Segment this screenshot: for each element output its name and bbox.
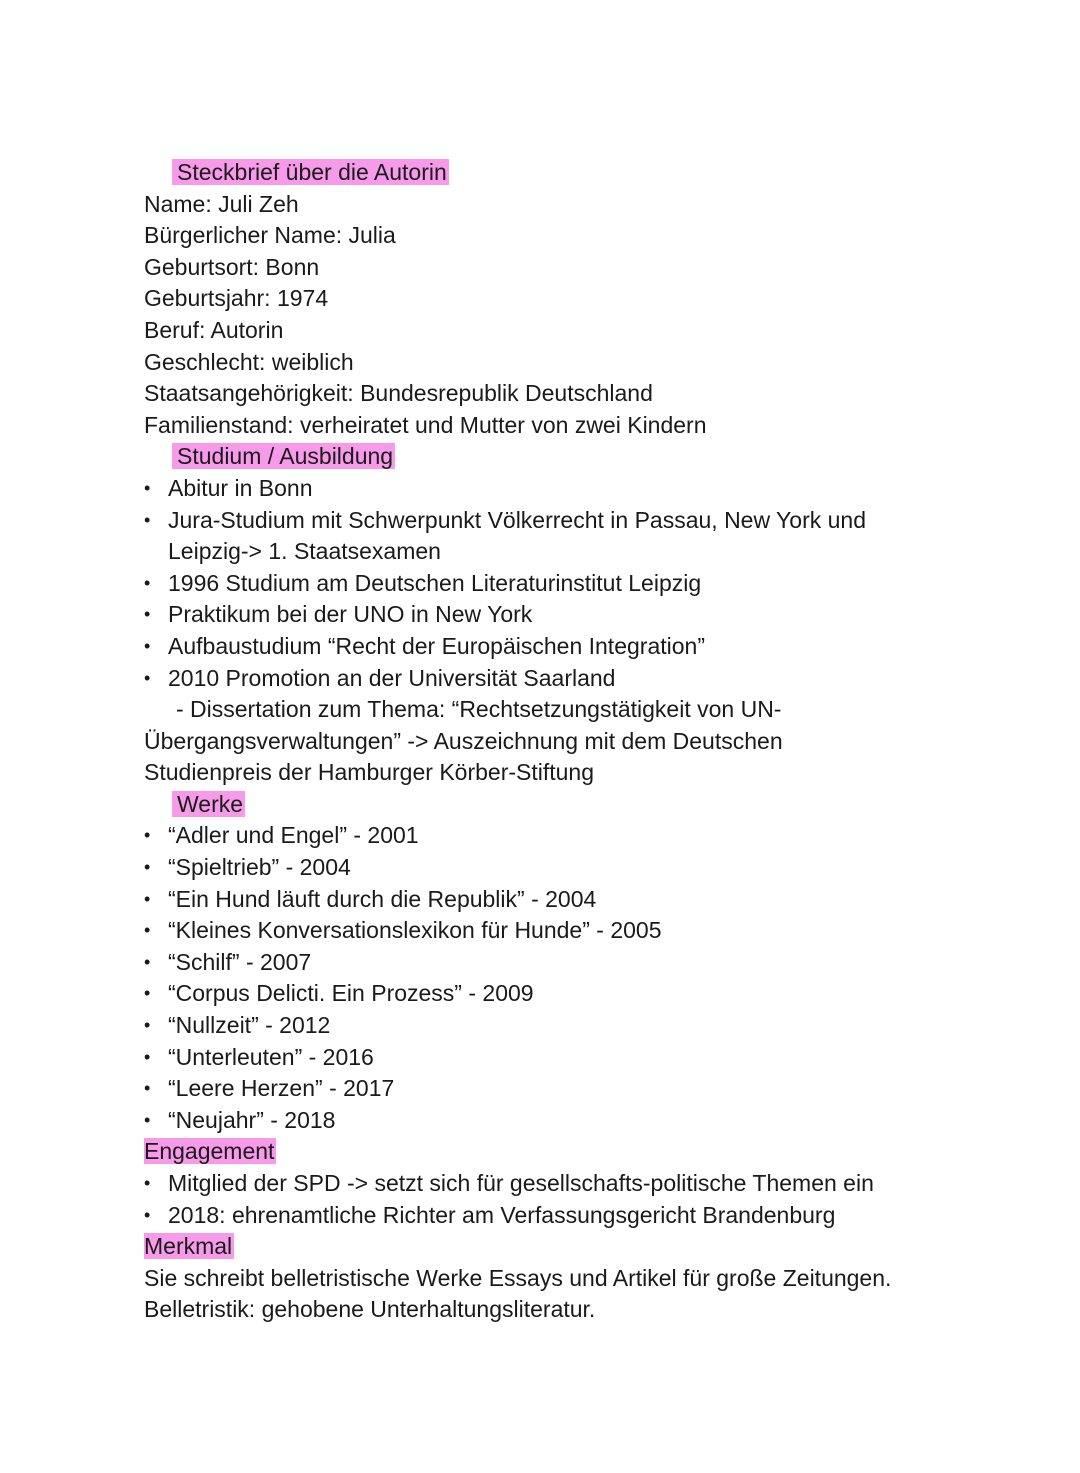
bullet-icon: • [144, 983, 151, 1004]
profile-birthyear: Geburtsjahr: 1974 [144, 285, 329, 312]
list-item: • “Kleines Konversationslexikon für Hunde” - 2005 [144, 915, 1024, 947]
list-item: • 1996 Studium am Deutschen Literaturinstitut Leipzig [144, 568, 1024, 600]
heading-highlight: Engagement [144, 1138, 275, 1165]
dissertation-line: - Dissertation zum Thema: “Rechtsetzungstätigkeit von UN- [176, 696, 782, 723]
feature-line: Belletristik: gehobene Unterhaltungsliteratur. [144, 1296, 596, 1323]
bullet-icon: • [144, 888, 151, 909]
list-item: • Jura-Studium mit Schwerpunkt Völkerrecht in Passau, New York und [144, 505, 1024, 537]
section-heading-works [144, 789, 1024, 821]
bullet-icon: • [144, 477, 151, 498]
bullet-icon: • [144, 1015, 151, 1036]
bullet-icon: • [144, 509, 151, 530]
profile-gender: Geschlecht: weiblich [144, 348, 354, 375]
list-item: • “Ein Hund läuft durch die Republik” - 2004 [144, 884, 1024, 916]
bullet-icon: • [144, 825, 151, 846]
section-heading-profile [144, 157, 1024, 189]
list-item: • “Spieltrieb” - 2004 [144, 852, 1024, 884]
list-item: • “Corpus Delicti. Ein Prozess” - 2009 [144, 978, 1024, 1010]
section-heading-education [144, 441, 1024, 473]
list-item-continuation: Leipzig-> 1. Staatsexamen [168, 538, 441, 565]
works-list [144, 820, 1024, 1136]
heading-highlight: Merkmal [144, 1233, 233, 1260]
profile-birthplace: Geburtsort: Bonn [144, 253, 320, 280]
profile-civil-name: Bürgerlicher Name: Julia [144, 222, 396, 249]
profile-profession: Beruf: Autorin [144, 316, 284, 343]
bullet-icon: • [144, 1046, 151, 1067]
bullet-icon: • [144, 604, 151, 625]
list-item: • “Unterleuten” - 2016 [144, 1042, 1024, 1074]
list-item: • “Schilf” - 2007 [144, 947, 1024, 979]
bullet-icon: • [144, 951, 151, 972]
list-item: • “Leere Herzen” - 2017 [144, 1073, 1024, 1105]
education-list [144, 473, 1024, 694]
profile-nationality: Staatsangehörigkeit: Bundesrepublik Deutschland [144, 380, 653, 407]
list-item: • Abitur in Bonn [144, 473, 1024, 505]
bullet-icon: • [144, 857, 151, 878]
list-item: • Praktikum bei der UNO in New York [144, 599, 1024, 631]
section-heading-feature [144, 1231, 1024, 1263]
section-heading-engagement [144, 1136, 1024, 1168]
bullet-icon: • [144, 572, 151, 593]
bullet-icon: • [144, 1109, 151, 1130]
bullet-icon: • [144, 1173, 151, 1193]
list-item: • Aufbaustudium “Recht der Europäischen Integration” [144, 631, 1024, 663]
bullet-icon: • [144, 667, 151, 688]
feature-line: Sie schreibt belletristische Werke Essays und Artikel für große Zeitungen. [144, 1264, 892, 1291]
list-item: • “Neujahr” - 2018 [144, 1105, 1024, 1137]
heading-highlight: Werke [172, 791, 245, 817]
list-item: • Mitglied der SPD -> setzt sich für gesellschafts-politische Themen ein [144, 1168, 1024, 1200]
heading-highlight: Steckbrief über die Autorin [172, 159, 449, 185]
list-item: • 2010 Promotion an der Universität Saarland [144, 663, 1024, 695]
dissertation-line: Studienpreis der Hamburger Körber-Stiftung [144, 759, 595, 786]
list-item: • “Nullzeit” - 2012 [144, 1010, 1024, 1042]
bullet-icon: • [144, 920, 151, 941]
dissertation-line: Übergangsverwaltungen” -> Auszeichnung mit dem Deutschen [144, 727, 783, 754]
bullet-icon: • [144, 635, 151, 656]
bullet-icon: • [144, 1078, 151, 1099]
list-item: • 2018: ehrenamtliche Richter am Verfassungsgericht Brandenburg [144, 1200, 1024, 1232]
bullet-icon: • [144, 1204, 151, 1225]
list-item: • “Adler und Engel” - 2001 [144, 820, 1024, 852]
heading-highlight: Studium / Ausbildung [172, 443, 395, 469]
profile-name: Name: Juli Zeh [144, 190, 299, 217]
document-page [144, 157, 1024, 1326]
engagement-list [144, 1168, 1024, 1231]
profile-family-status: Familienstand: verheiratet und Mutter von zwei Kindern [144, 411, 707, 438]
